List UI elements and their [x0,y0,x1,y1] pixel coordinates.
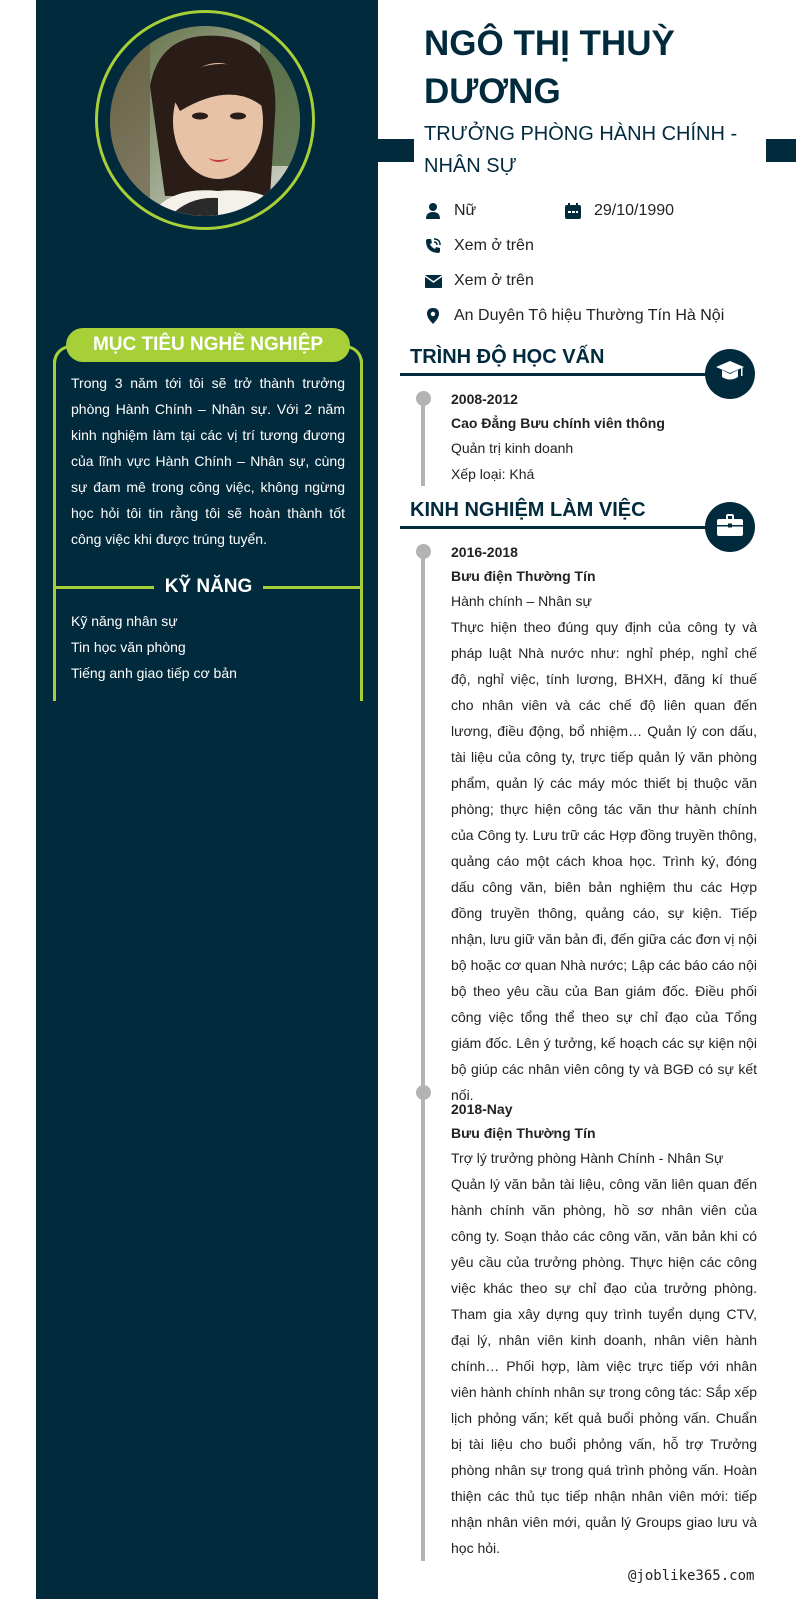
education-timeline [421,398,425,486]
footer-watermark: @joblike365.com [628,1568,755,1584]
birthdate-value: 29/10/1990 [594,202,675,219]
skill-item: Tin học văn phòng [71,639,186,655]
address-row [424,307,724,325]
skills-list [71,608,237,686]
skills-title: KỸ NĂNG [164,576,253,597]
education-school: Cao Đẳng Bưu chính viên thông [451,415,665,431]
skill-item: Kỹ năng nhân sự [71,613,178,629]
candidate-name: NGÔ THỊ THUỲ DƯƠNG [424,24,675,111]
birthdate-row [564,202,674,220]
email-value: Xem ở trên [454,272,534,289]
objective-text: Trong 3 năm tới tôi sẽ trở thành trưởng phòng Hành Chính – Nhân sự. Với 2 năm kinh nghiệm làm tại các vị trí tương đương của lĩnh vực Hành Chính – Nhân sự, cùng sự đam mê trong công việc, không ngừng học hỏi tôi tin rằng tôi sẽ hoàn thành tốt công việc khi được trúng tuyển. [71,375,345,547]
user-icon [424,202,442,220]
sidebar [36,0,378,1599]
education-grade: Xếp loại: Khá [451,466,535,482]
job-title: TRƯỞNG PHÒNG HÀNH CHÍNH - NHÂN SỰ [424,123,738,177]
gender-value: Nữ [454,202,477,219]
phone-icon [424,237,442,255]
header-accent-left [378,139,414,162]
experience-period: 2016-2018 [451,544,518,560]
phone-row [424,237,534,255]
experience-period: 2018-Nay [451,1101,513,1117]
education-timeline-dot [416,391,431,406]
experience-company: Bưu điện Thường Tín [451,568,596,584]
email-row [424,272,534,290]
experience-company: Bưu điện Thường Tín [451,1125,596,1141]
experience-title: KINH NGHIỆM LÀM VIỆC [410,499,646,521]
experience-underline [400,526,730,529]
header-accent-right [766,139,796,162]
education-major: Quản trị kinh doanh [451,440,574,456]
experience-timeline-dot [416,1085,431,1100]
education-entry [451,387,757,487]
objective-title: MỤC TIÊU NGHỀ NGHIỆP [66,328,350,362]
education-title: TRÌNH ĐỘ HỌC VẤN [410,346,605,368]
experience-role: Hành chính – Nhân sự [451,593,592,609]
phone-value: Xem ở trên [454,237,534,254]
calendar-icon [564,202,582,220]
gender-row [424,202,476,220]
experience-timeline [421,551,425,1561]
map-pin-icon [424,307,442,325]
experience-timeline-dot [416,544,431,559]
graduation-cap-icon [716,361,744,388]
experience-entry [451,540,757,1108]
education-underline [400,373,730,376]
address-value: An Duyên Tô hiệu Thường Tín Hà Nội [454,307,725,324]
education-period: 2008-2012 [451,391,518,407]
skills-divider-right [263,586,360,589]
experience-description: Quản lý văn bản tài liệu, công văn liên quan đến hành chính văn phòng, hồ sơ nhân viên của công ty. Soạn thảo các công văn, văn bản khi có yêu cầu của trưởng phòng. Thực hiện các công việc khác theo sự chỉ đạo của trưởng phòng. Tham gia xây dựng quy trình tuyển dụng CTV, đại lý, nhân viên kinh doanh, nhân viên hành chính… Phối hợp, làm việc trực tiếp với nhân viên hành chính nhân sự trong công tác: Sắp xếp lịch phỏng vấn; kết quả buổi phỏng vấn. Chuẩn bị tài liệu cho buổi phỏng vấn, hỗ trợ Trưởng phòng nhân sự trong quá trình phỏng vấn. Hoàn thiện các thủ tục tiếp nhận nhân viên mới: tiếp nhận nhân viên mới, quản lý Groups giao lưu và học hỏi. [451,1176,757,1556]
skill-item: Tiếng anh giao tiếp cơ bản [71,665,237,681]
envelope-icon [424,272,442,290]
experience-description: Thực hiện theo đúng quy định của công ty và pháp luật Nhà nước như: nghỉ phép, nghỉ chế độ, nghỉ việc, tính lương, BHXH, đăng kí thuế cho nhân viên và các chế độ liên quan đến lương, điều động, bổ nhiệm… Quản lý con dấu, tài liệu của công ty, trực tiếp quản lý văn phòng phẩm, quản lý các máy móc thiết bị thuộc văn phòng; thực hiện công tác văn thư hành chính của Công ty. Lưu trữ các Hợp đồng truyền thông, quảng cáo một cách khoa học. Trình ký, đóng dấu công văn, biên bản nghiệm thu các Hợp đồng truyền thông, quảng cáo, sự kiện. Tiếp nhận, lưu giữ văn bản đi, đến giữa các đơn vị nội bộ hoặc cơ quan Nhà nước; Lập các báo cáo nội bộ theo yêu cầu của Ban giám đốc. Điều phối công việc tổng thể theo sự chỉ đạo của Tổng giám đốc. Lên ý tưởng, kế hoạch các sự kiện nội bộ giúp các nhân viên công ty và BGĐ có sự kết nối. [451,619,757,1103]
briefcase-icon [717,514,743,541]
experience-entry [451,1097,757,1561]
avatar [110,26,300,216]
skills-divider-left [56,586,154,589]
experience-role: Trợ lý trưởng phòng Hành Chính - Nhân Sự [451,1150,724,1166]
